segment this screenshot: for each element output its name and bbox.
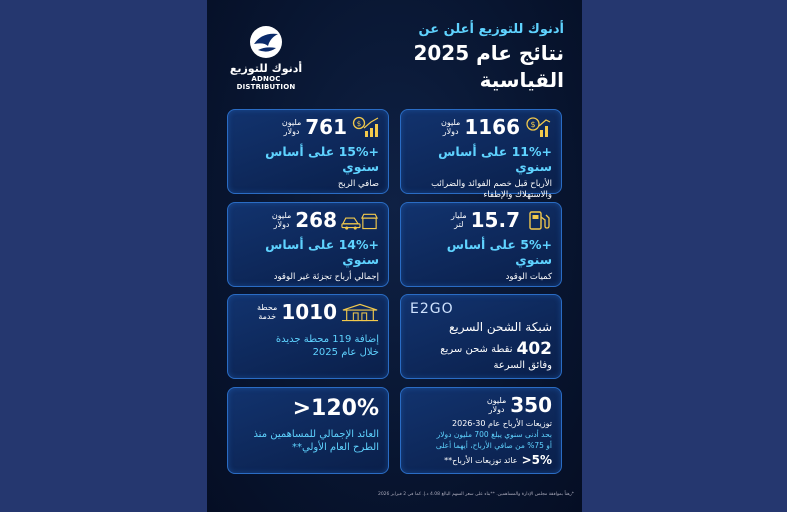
stations-desc-line1: إضافة 119 محطة جديدة <box>275 334 379 345</box>
net-profit-unit <box>282 118 301 136</box>
unit-line: محطة <box>257 303 278 312</box>
ebitda-card <box>400 109 562 200</box>
car-shop-icon <box>341 209 379 231</box>
charging-network-card <box>400 294 562 379</box>
dividends-desc-line2: بحد أدنى سنوي يبلغ 700 مليون دولار <box>436 430 552 439</box>
non-fuel-growth: +14% على أساس سنوي <box>265 237 379 267</box>
dividends-value: 350 <box>510 393 552 417</box>
ebitda-desc-line1: الأرباح قبل خصم الفوائد والضرائب <box>431 179 552 189</box>
stations-unit <box>257 303 277 321</box>
fuel-pump-icon <box>524 209 552 231</box>
stations-card <box>227 294 389 379</box>
header-title-line1: نتائج عام 2025 <box>413 41 564 65</box>
svg-text:$: $ <box>530 120 536 129</box>
fuel-volume-card <box>400 202 562 287</box>
header-subtitle: أدنوك للتوزيع أعلن عن <box>418 22 564 37</box>
unit-line: مليار <box>450 211 467 220</box>
dividends-desc-line1: توزيعات الأرباح عام 30-2026 <box>452 419 552 428</box>
fuel-volume-value: 15.7 <box>470 208 520 232</box>
left-margin <box>0 0 207 512</box>
unit-line: دولار <box>273 220 290 229</box>
footnote: *رهناً بموافقة مجلس الإدارة والمساهمين. **بناء على سعر السهم البالغ 4.08 د.إ. كما في 2 فبراير 2026 <box>377 492 574 497</box>
fuel-volume-desc: كميات الوقود <box>505 272 552 282</box>
station-icon <box>341 301 379 323</box>
fuel-volume-growth: +5% على أساس سنوي <box>446 237 552 267</box>
stations-desc-line2: خلال عام 2025 <box>312 347 379 358</box>
non-fuel-card <box>227 202 389 287</box>
ebitda-desc-line2: والاستهلاك والإطفاء <box>483 190 552 200</box>
stations-value: 1010 <box>281 300 337 324</box>
right-margin <box>582 0 787 512</box>
net-profit-value: 761 <box>305 115 347 139</box>
ebitda-growth: +11% على أساس سنوي <box>438 144 552 174</box>
dividends-desc-line3: أو 75% من صافي الأرباح، أيهما أعلى <box>435 441 552 450</box>
non-fuel-value: 268 <box>295 208 337 232</box>
unit-line: دولار <box>442 127 459 136</box>
fuel-volume-unit <box>451 211 467 229</box>
poster-header <box>413 22 564 93</box>
brand-logo <box>221 24 311 91</box>
dividends-unit <box>487 396 506 414</box>
ebitda-unit <box>441 118 460 136</box>
unit-line: خدمة <box>258 312 277 321</box>
unit-line: لتر <box>454 220 464 229</box>
non-fuel-desc: إجمالي أرباح تجزئة غير الوقود <box>273 272 379 282</box>
charging-desc-line2: وفائق السرعة <box>493 360 552 371</box>
e2go-logo: E2GO <box>410 301 454 317</box>
unit-line: دولار <box>488 405 505 414</box>
dividend-yield-value: >5% <box>521 453 552 467</box>
header-title-line2: القياسية <box>479 68 564 92</box>
falcon-icon <box>248 24 284 60</box>
brand-name-ar: أدنوك للتوزيع <box>229 62 303 75</box>
charging-value: 402 <box>516 339 552 359</box>
tsr-desc-line2: الطرح العام الأولي** <box>292 442 379 453</box>
infographic-poster <box>207 0 582 512</box>
unit-line: مليون <box>486 396 507 405</box>
money-growth-icon <box>524 116 552 138</box>
tsr-card <box>227 387 389 474</box>
unit-line: مليون <box>440 118 461 127</box>
tsr-value: >120% <box>292 396 379 421</box>
charging-title: شبكة الشحن السريع <box>449 320 552 334</box>
ebitda-value: 1166 <box>464 115 520 139</box>
non-fuel-unit <box>272 211 291 229</box>
dividend-yield-label: عائد توزيعات الأرباح** <box>444 455 518 465</box>
dividends-card <box>400 387 562 474</box>
brand-name-en: ADNOC DISTRIBUTION <box>236 75 296 91</box>
charging-desc-line1: نقطة شحن سريع <box>440 343 513 355</box>
svg-text:$: $ <box>356 120 362 128</box>
unit-line: مليون <box>281 118 302 127</box>
unit-line: دولار <box>283 127 300 136</box>
tsr-desc-line1: العائد الإجمالي للمساهمين منذ <box>253 429 379 440</box>
unit-line: مليون <box>271 211 292 220</box>
coin-chart-icon <box>351 116 379 138</box>
net-profit-growth: +15% على أساس سنوي <box>265 144 379 174</box>
net-profit-desc: صافي الربح <box>337 179 379 189</box>
net-profit-card <box>227 109 389 194</box>
